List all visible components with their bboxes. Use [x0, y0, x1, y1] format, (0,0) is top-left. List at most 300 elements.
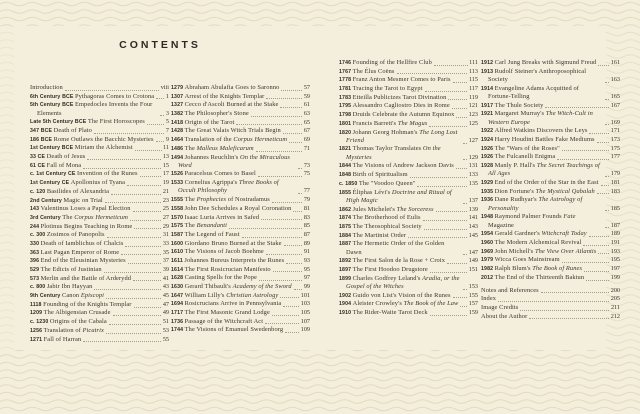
entry-title	[30, 84, 63, 92]
entry-date: 1926	[481, 154, 494, 161]
entry-title-italic-segment: Prophecies	[196, 196, 227, 204]
entry-title	[171, 309, 270, 317]
toc-entry	[171, 179, 310, 196]
entry-page-number: 43	[162, 283, 169, 291]
entry-page-number: 212	[610, 312, 620, 320]
entry-date: 1494	[171, 154, 184, 161]
toc-entry	[30, 223, 169, 231]
entry-title-segment: Charles Godfrey Leland's	[352, 274, 423, 282]
entry-page-number: 197	[610, 265, 620, 273]
dot-leader	[261, 219, 302, 220]
toc-entry	[171, 231, 310, 239]
entry-date: 1307	[171, 93, 184, 100]
toc-entry	[481, 274, 620, 282]
entry-title	[339, 189, 461, 206]
toc-entry	[171, 205, 310, 213]
entry-date: 1587	[171, 231, 184, 238]
entry-title-segment: End of the Eleusinian Mysteries	[40, 257, 126, 265]
toc-entry	[30, 283, 169, 291]
entry-page-number: 65	[303, 118, 310, 126]
entry-title	[481, 313, 527, 321]
entry-title	[481, 110, 603, 127]
dot-leader	[463, 203, 467, 204]
entry-title-segment: The Martinist Order	[352, 231, 407, 239]
entry-title	[339, 85, 423, 93]
toc-entry	[30, 179, 169, 187]
entry-title-segment: Introduction	[30, 84, 63, 91]
dot-leader	[417, 186, 467, 187]
entry-title-italic-segment: Corpus Hermeticum	[74, 213, 128, 221]
entry-title	[171, 292, 278, 300]
toc-entry	[339, 292, 478, 300]
entry-title-segment: Johann Georg Hohman's	[352, 128, 420, 136]
toc-entry	[481, 127, 620, 135]
toc-entry	[481, 295, 620, 303]
toc-entry	[481, 265, 620, 273]
dot-leader	[294, 289, 303, 290]
entry-title-segment: Gerald Gardner's	[494, 230, 542, 238]
toc-entry	[339, 111, 478, 119]
dot-leader	[430, 315, 468, 316]
entry-page-number: viii	[160, 84, 169, 91]
entry-page-number: 71	[303, 144, 310, 152]
entry-title-italic-segment: The View Over Atlantis	[534, 247, 597, 255]
entry-title	[171, 240, 282, 248]
entry-title	[481, 59, 596, 67]
entry-title	[339, 266, 428, 274]
entry-date: 1736	[171, 318, 184, 325]
toc-entry	[30, 197, 169, 205]
wave-band-left	[0, 20, 14, 360]
toc-column-4	[481, 59, 620, 321]
entry-title-segment: Death of Plato	[53, 127, 92, 135]
entry-title	[481, 213, 603, 230]
entry-title-segment: Empedocles Invents the Four Elements	[37, 101, 153, 117]
entry-title-segment: of Nostradamus	[226, 196, 270, 204]
toc-entry	[30, 162, 169, 170]
entry-date: 9th Century	[30, 293, 61, 300]
entry-title	[481, 274, 584, 282]
entry-page-number: 105	[300, 309, 310, 317]
entry-title	[481, 295, 496, 303]
entry-title	[30, 301, 132, 309]
dot-leader	[605, 210, 609, 211]
toc-entry	[171, 292, 310, 300]
entry-title	[171, 101, 278, 109]
dot-leader	[298, 168, 302, 169]
entry-title-segment: John Michell's	[494, 247, 535, 255]
entry-title	[30, 205, 131, 213]
entry-title	[30, 292, 104, 300]
toc-entry	[171, 240, 310, 248]
entry-page-number: 153	[468, 282, 478, 290]
entry-date: 1960	[481, 240, 494, 247]
entry-title	[171, 110, 249, 118]
entry-date: 1781	[339, 86, 352, 93]
toc-entry	[481, 256, 620, 264]
toc-entry	[339, 300, 478, 308]
entry-page-number: 123	[468, 111, 478, 119]
entry-page-number: 57	[303, 84, 310, 91]
entry-title-segment: The "Voodoo Queen"	[358, 179, 416, 187]
entry-title	[339, 292, 451, 300]
toc-entry	[481, 68, 620, 85]
entry-title	[30, 275, 131, 283]
entry-title-segment: Basilides of Alexandria	[46, 187, 110, 195]
entry-page-number: 193	[610, 247, 620, 255]
toc-entry	[339, 275, 478, 292]
dot-leader	[105, 202, 162, 203]
dot-leader	[125, 246, 161, 247]
entry-date: 1st Century BCE	[30, 145, 74, 152]
entry-title-segment: Éliphas Lévi's	[352, 188, 392, 196]
entry-page-number: 49	[162, 309, 169, 317]
entry-date: 1694	[171, 301, 184, 308]
entry-page-number: 81	[303, 204, 310, 212]
entry-page-number: 69	[303, 136, 310, 144]
dot-leader	[135, 150, 162, 151]
entry-title-segment: Passage of the Witchcraft Act	[184, 317, 264, 325]
toc-entry	[30, 257, 169, 265]
dot-leader	[598, 65, 609, 66]
entry-page-number: 183	[610, 187, 620, 195]
toc-entry	[30, 118, 169, 126]
toc-entry	[481, 110, 620, 127]
dot-leader	[130, 220, 161, 221]
entry-date: 1982	[481, 266, 494, 273]
entry-date: 143	[30, 206, 40, 213]
entry-page-number: 15	[162, 161, 169, 169]
entry-date: 1884	[339, 232, 352, 239]
entry-page-number: 83	[303, 213, 310, 221]
entry-page-number: 25	[162, 205, 169, 213]
entry-date: 1533	[171, 180, 184, 187]
entry-title	[30, 118, 145, 126]
toc-entry	[171, 196, 310, 204]
entry-date: 1st Century CE	[30, 180, 70, 187]
toc-entry	[171, 309, 310, 317]
entry-title-segment: Isaac Luria Arrives in Safed	[184, 213, 260, 221]
toc-entry	[339, 206, 478, 214]
entry-title	[171, 145, 254, 153]
entry-title-segment: The First Rosicrucian Manifesto	[184, 265, 271, 273]
entry-title-segment: Alessandro Cagliostro Dies in Rome	[352, 102, 450, 110]
dot-leader	[453, 82, 468, 83]
toc-entry	[481, 230, 620, 238]
entry-page-number: 89	[303, 239, 310, 247]
dot-leader	[410, 177, 468, 178]
dot-leader	[83, 168, 161, 169]
entry-page-number: 51	[162, 318, 169, 326]
entry-date: 1744	[171, 327, 184, 334]
entry-title-segment: The Great Valais Witch Trials Begin	[184, 127, 281, 135]
entry-title-segment: Plotinus Begins Teaching in Rome	[40, 222, 133, 230]
toc-entry	[339, 68, 478, 76]
toc-entry	[30, 84, 169, 92]
entry-title-segment: The Visions of Emanuel Swedenborg	[184, 326, 284, 334]
entry-title-italic-segment: Corpus Hermeticum	[233, 136, 288, 144]
dot-leader	[156, 141, 165, 142]
entry-title	[30, 309, 111, 317]
entry-title-italic-segment: The Magus	[397, 119, 428, 127]
entry-title-segment: The	[184, 222, 197, 230]
entry-page-number: 117	[468, 85, 478, 93]
dot-leader	[285, 332, 299, 333]
entry-title-segment: The Edicts of Justinian	[40, 266, 102, 274]
entry-page-number: 19	[162, 179, 169, 187]
entry-page-number: 175	[610, 144, 620, 152]
entry-title	[171, 300, 281, 308]
entry-page-number: 91	[303, 248, 310, 256]
toc-entry	[171, 154, 310, 171]
entry-title	[481, 85, 603, 102]
toc-entry	[30, 249, 169, 257]
entry-page-number: 61	[303, 101, 310, 109]
dot-leader	[584, 271, 609, 272]
entry-title-segment: Translation of	[43, 326, 83, 334]
entry-title-segment: Raymond Palmer Founds	[494, 213, 564, 221]
entry-title-segment: Apollonius of Tyana	[70, 179, 126, 187]
dot-leader	[286, 263, 302, 264]
entry-page-number: 3	[165, 109, 169, 117]
entry-title-italic-segment: Academy of the Sword	[232, 283, 292, 291]
entry-title-segment: Fall of Harran	[43, 335, 82, 343]
entry-date: 330	[30, 240, 40, 247]
toc-entry	[30, 93, 169, 101]
entry-title-segment: Founding of the Knights Templar	[43, 300, 132, 308]
entry-page-number: 107	[300, 317, 310, 325]
entry-title-segment: Johannes Reuchlin's	[184, 153, 240, 161]
entry-title-segment: Cornelius Agrippa's	[184, 179, 239, 187]
entry-page-number: 165	[610, 92, 620, 100]
dot-leader	[429, 126, 467, 127]
entry-title-italic-segment: Three Books of Occult Philosophy	[178, 179, 279, 195]
entry-title	[481, 68, 603, 85]
toc-entry	[30, 214, 169, 222]
entry-title-segment: Last Pagan Emperor of Rome	[40, 248, 120, 256]
entry-title-segment: Pythagoras Comes to Crotona	[74, 92, 155, 100]
entry-title-segment: Dion Fortune's	[494, 187, 536, 195]
entry-page-number: 161	[610, 59, 620, 66]
entry-date: 1382	[171, 111, 184, 118]
entry-title	[339, 300, 458, 308]
entry-date: 347 BCE	[30, 128, 53, 135]
entry-date: 1922	[481, 128, 494, 135]
entry-page-number: 133	[468, 171, 478, 179]
entry-title	[339, 180, 415, 188]
entry-title-segment: Gerard Thibault's	[184, 283, 233, 291]
entry-page-number: 109	[300, 326, 310, 334]
entry-date: 61 CE	[30, 162, 46, 169]
entry-page-number: 59	[303, 92, 310, 100]
entry-date: 1558	[171, 205, 184, 212]
dot-leader	[128, 263, 162, 264]
entry-date: 363	[30, 249, 40, 256]
entry-title	[30, 188, 109, 196]
toc-entry	[30, 144, 169, 152]
entry-title-italic-segment: Christian Astrology	[226, 291, 279, 299]
entry-title	[30, 327, 104, 335]
entry-title-segment: Dane Rudhyar's	[494, 196, 539, 204]
entry-title-segment: The Visions of Andrew Jackson Davis	[352, 162, 454, 170]
entry-page-number: 189	[610, 230, 620, 238]
entry-page-number: 29	[162, 222, 169, 230]
entry-date: 1767	[339, 68, 352, 75]
toc-entry	[171, 266, 310, 274]
entry-title	[171, 222, 227, 230]
dot-leader	[605, 176, 609, 177]
entry-title	[481, 102, 543, 110]
entry-page-number: 45	[162, 292, 169, 300]
entry-date: 1570	[171, 214, 184, 221]
entry-title-italic-segment: Benandanti	[196, 222, 228, 230]
entry-title-segment: Image Credits	[481, 304, 519, 312]
dot-leader	[589, 133, 609, 134]
entry-title-segment: Merlin and the Battle of Arderydd	[40, 274, 132, 282]
dot-leader	[597, 142, 610, 143]
entry-title-segment: Origins of the Cabala	[49, 318, 107, 326]
entry-date: 1912	[481, 60, 494, 66]
entry-date: 1209	[30, 310, 43, 317]
dot-leader	[424, 229, 468, 230]
entry-title-segment: Johannes Bureus Interprets the Runes	[184, 256, 285, 264]
toc-entry	[30, 188, 169, 196]
entry-date: 529	[30, 267, 40, 274]
entry-page-number: 13	[162, 153, 169, 161]
entry-date: 1798	[339, 112, 352, 119]
dot-leader	[408, 237, 467, 238]
toc-entry	[339, 102, 478, 110]
entry-date: 1526	[171, 171, 184, 178]
entry-page-number: 167	[610, 101, 620, 109]
entry-title	[339, 240, 461, 257]
entry-page-number: 27	[162, 213, 169, 221]
toc-entry	[30, 205, 169, 213]
entry-title-segment: The	[62, 213, 75, 221]
entry-page-number: 151	[468, 265, 478, 273]
entry-page-number: 99	[303, 283, 310, 291]
entry-date: 1327	[171, 102, 184, 109]
dot-leader	[562, 150, 609, 151]
entry-date: 1464	[171, 137, 184, 144]
dot-leader	[448, 99, 467, 100]
entry-title-segment: The Visions of Jacob Boehme	[184, 248, 264, 256]
dot-leader	[134, 307, 162, 308]
entry-title-segment: Francis Barrett's	[352, 119, 398, 127]
entry-title	[30, 318, 107, 326]
toc-entry	[481, 188, 620, 196]
entry-page-number: 187	[610, 221, 620, 229]
dot-leader	[298, 193, 302, 194]
toc-entry	[481, 162, 620, 179]
entry-date: 1897	[339, 266, 352, 273]
entry-page-number: 159	[468, 308, 478, 316]
dot-leader	[104, 272, 162, 273]
entry-title-segment: The Modern Alchemical Revival	[494, 239, 582, 247]
entry-date: 6th Century BCE	[30, 93, 74, 100]
dot-leader	[106, 298, 161, 299]
dot-leader	[498, 301, 609, 302]
dot-leader	[460, 306, 467, 307]
entry-page-number: 33	[162, 239, 169, 247]
entry-title	[339, 111, 454, 119]
entry-title	[339, 129, 461, 146]
entry-date: 1778	[339, 77, 352, 84]
entry-title-segment: Cecco d'Ascoli Burned at the Stake	[184, 101, 279, 109]
entry-page-number: 141	[468, 214, 478, 222]
entry-title-segment: Abraham Abulafia Goes to Saronno	[184, 84, 280, 91]
toc-entry	[171, 119, 310, 127]
entry-title-segment: Ralph Blum's	[494, 265, 533, 273]
entry-page-number: 147	[468, 248, 478, 256]
entry-title-italic-segment: The Witch-Cult in Western Europe	[488, 110, 593, 126]
entry-title-italic-segment: Picatrix	[82, 326, 104, 334]
toc-entry	[339, 180, 478, 188]
dot-leader	[127, 185, 161, 186]
dot-leader	[605, 124, 609, 125]
entry-date: 1875	[339, 223, 352, 230]
dot-leader	[147, 124, 165, 125]
toc-entry	[481, 248, 620, 256]
dot-leader	[586, 280, 609, 281]
entry-page-number: 173	[610, 136, 620, 144]
toc-entry	[171, 274, 310, 282]
entry-date: 1910	[339, 309, 352, 316]
dot-leader	[436, 211, 468, 212]
toc-entry	[30, 170, 169, 178]
dot-leader	[283, 306, 299, 307]
dot-leader	[109, 324, 162, 325]
dot-leader	[272, 202, 302, 203]
entry-date: 1935	[481, 188, 494, 195]
entry-page-number: 211	[610, 304, 620, 312]
entry-page-number: 119	[468, 93, 478, 101]
entry-page-number: 47	[162, 300, 169, 308]
entry-title-italic-segment: The Secret Teachings of All Ages	[488, 162, 600, 178]
dot-leader	[529, 318, 609, 319]
entry-title	[30, 153, 85, 161]
dot-leader	[598, 253, 609, 254]
entry-page-number: 77	[303, 187, 310, 195]
entry-date: 5th Century BCE	[30, 102, 74, 109]
toc-entry	[481, 313, 620, 321]
entry-title	[339, 223, 422, 231]
entry-page-number: 177	[610, 153, 620, 161]
toc-entry	[30, 101, 169, 118]
entry-page-number: 163	[610, 75, 620, 83]
entry-title-segment: Tracing the Tarot to Egypt	[352, 85, 423, 93]
entry-page-number: 125	[468, 119, 478, 127]
entry-title	[339, 102, 450, 110]
dot-leader	[265, 323, 299, 324]
entry-date: 1555	[171, 197, 184, 204]
entry-page-number: 149	[468, 257, 478, 265]
entry-date: 1821	[339, 146, 352, 153]
entry-page-number: 31	[162, 231, 169, 239]
entry-date: 573	[30, 275, 40, 282]
toc-entry	[339, 171, 478, 179]
entry-date: 1914	[481, 85, 494, 92]
toc-entry	[339, 162, 478, 170]
entry-title-segment: Giordano Bruno Burned at the Stake	[184, 239, 282, 247]
entry-title	[481, 196, 603, 213]
entry-title-segment: Invention of the Runes	[77, 170, 138, 178]
entry-title	[339, 59, 432, 67]
dot-leader	[541, 292, 610, 293]
toc-entry	[339, 94, 478, 102]
dot-leader	[133, 280, 161, 281]
entry-date: c. 800	[30, 284, 46, 291]
